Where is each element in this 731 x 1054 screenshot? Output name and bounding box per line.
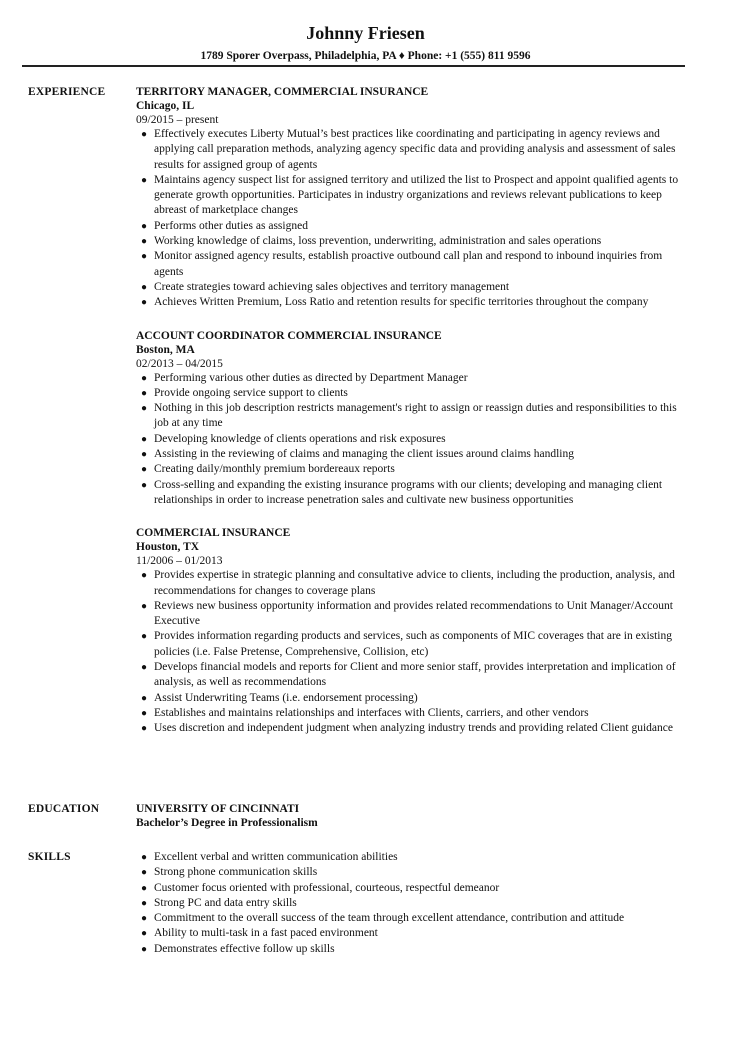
skills-body: [136, 850, 691, 957]
skill-text: Strong phone communication skills: [154, 866, 318, 879]
list-item: [136, 127, 691, 173]
bullet-icon: ●: [141, 600, 148, 612]
education-heading: EDUCATION: [28, 803, 100, 815]
bullet-text: Performing various other duties as directed by Department Manager: [154, 371, 468, 384]
bullet-icon: ●: [141, 852, 148, 863]
bullet-text: Working knowledge of claims, loss prevention, underwriting, administration and sales operations: [154, 235, 602, 248]
list-item: [136, 691, 691, 706]
list-item: [136, 295, 691, 310]
bullet-icon: ●: [141, 433, 148, 445]
list-item: [136, 478, 691, 509]
skills-heading: SKILLS: [28, 851, 71, 863]
job-entry: [136, 85, 691, 311]
header-divider: [22, 65, 685, 67]
list-item: [136, 629, 691, 660]
bullet-icon: ●: [141, 236, 148, 248]
bullet-icon: ●: [141, 479, 148, 491]
list-item: [136, 219, 691, 234]
bullet-text: Provides information regarding products and services, such as components of MIC coverages that are in existing policies (i.e. False Pretense, Comprehensive, Collision, etc): [154, 630, 673, 658]
bullet-icon: ●: [141, 297, 148, 309]
skill-text: Excellent verbal and written communication abilities: [154, 851, 398, 863]
bullet-text: Nothing in this job description restricts management's right to assign or reassign duties and responsibilities to this job at any time: [154, 402, 677, 430]
experience-heading: EXPERIENCE: [28, 86, 106, 98]
bullet-icon: ●: [141, 129, 148, 140]
list-item: [136, 432, 691, 447]
bullet-text: Maintains agency suspect list for assigned territory and utilized the list to Prospect and appoint qualified agents to generate growth opportunities. Participates in industry organizations and reviews relevant publications to keep abreast of marketplace changes: [154, 173, 679, 217]
bullet-text: Uses discretion and independent judgment when analyzing industry trends and providing related Client guidance: [154, 722, 673, 735]
list-item: [136, 721, 691, 736]
bullet-text: Assist Underwriting Teams (i.e. endorsement processing): [154, 691, 418, 704]
job-dates: 02/2013 – 04/2015: [136, 357, 223, 370]
bullet-icon: ●: [141, 281, 148, 293]
list-item: [136, 173, 691, 219]
bullet-icon: ●: [141, 943, 148, 955]
list-item: [136, 926, 691, 941]
bullet-icon: ●: [141, 220, 148, 232]
job-entry: [136, 329, 691, 509]
bullet-icon: ●: [141, 692, 148, 704]
bullet-text: Assisting in the reviewing of claims and managing the client issues around claims handling: [154, 448, 574, 461]
bullet-icon: ●: [141, 372, 148, 384]
bullet-text: Monitor assigned agency results, establish proactive outbound call plan and respond to inbound inquiries from agents: [154, 250, 663, 278]
job-title: TERRITORY MANAGER, COMMERCIAL INSURANCE: [136, 86, 429, 98]
bullet-icon: ●: [141, 867, 148, 879]
bullet-icon: ●: [141, 631, 148, 643]
job-title: ACCOUNT COORDINATOR COMMERCIAL INSURANCE: [136, 329, 442, 342]
resume-header: [0, 0, 731, 64]
school-name: UNIVERSITY OF CINCINNATI: [136, 803, 300, 815]
bullet-icon: ●: [141, 928, 148, 940]
bullet-text: Provides expertise in strategic planning and consultative advice to clients, including the production, analysis, and recommendations for changes to coverage plans: [154, 569, 675, 597]
list-item: [136, 462, 691, 477]
bullet-text: Creating daily/monthly premium bordereaux reports: [154, 463, 395, 476]
bullet-icon: ●: [141, 662, 148, 674]
job-location: Chicago, IL: [136, 100, 195, 112]
list-item: [136, 911, 691, 926]
list-item: [136, 706, 691, 721]
list-item: [136, 234, 691, 249]
list-item: [136, 568, 691, 599]
bullet-icon: ●: [141, 403, 148, 415]
skill-text: Demonstrates effective follow up skills: [154, 942, 335, 955]
list-item: [136, 660, 691, 691]
job-location: Boston, MA: [136, 343, 195, 356]
candidate-name: Johnny Friesen: [306, 23, 425, 43]
list-item: [136, 942, 691, 957]
list-item: [136, 850, 691, 865]
job-bullets: [136, 371, 691, 509]
bullet-icon: ●: [141, 707, 148, 719]
bullet-icon: ●: [141, 449, 148, 461]
bullet-icon: ●: [141, 387, 148, 399]
job-bullets: [136, 568, 691, 736]
contact-info: 1789 Sporer Overpass, Philadelphia, PA ♦ Phone: +1 (555) 811 9596: [200, 50, 531, 62]
bullet-text: Reviews new business opportunity information and provides related recommendations to Unit Manager/Account Executive: [154, 599, 673, 628]
bullet-icon: ●: [141, 251, 148, 263]
list-item: [136, 371, 691, 386]
bullet-icon: ●: [141, 723, 148, 735]
bullet-text: Achieves Written Premium, Loss Ratio and retention results for specific territories throughout the company: [154, 296, 649, 309]
list-item: [136, 447, 691, 462]
list-item: [136, 249, 691, 280]
list-item: [136, 599, 691, 630]
skill-text: Commitment to the overall success of the team through excellent attendance, contribution and attitude: [154, 912, 625, 925]
job-location: Houston, TX: [136, 541, 200, 554]
bullet-icon: ●: [141, 913, 148, 925]
job-dates: 09/2015 – present: [136, 114, 219, 126]
list-item: [136, 386, 691, 401]
bullet-icon: ●: [141, 897, 148, 909]
experience-list: [136, 85, 691, 755]
bullet-icon: ●: [141, 570, 148, 582]
skill-text: Ability to multi-task in a fast paced environment: [154, 927, 378, 940]
skill-text: Strong PC and data entry skills: [154, 896, 297, 909]
list-item: [136, 881, 691, 896]
job-entry: [136, 526, 691, 736]
bullet-text: Developing knowledge of clients operations and risk exposures: [154, 432, 446, 445]
bullet-text: Cross-selling and expanding the existing insurance programs with our clients; developing and managing client relationships in order to increase penetration sales and cultivate new business opportunities: [154, 478, 663, 506]
list-item: [136, 896, 691, 911]
bullet-text: Performs other duties as assigned: [154, 219, 308, 232]
job-dates: 11/2006 – 01/2013: [136, 555, 223, 568]
bullet-text: Provide ongoing service support to clients: [154, 386, 348, 399]
bullet-icon: ●: [141, 174, 148, 186]
skills-list: [136, 850, 691, 957]
bullet-text: Develops financial models and reports for Client and more senior staff, provides interpretation and implication of analysis, as well as recommendations: [154, 661, 676, 689]
bullet-text: Create strategies toward achieving sales objectives and territory management: [154, 280, 510, 293]
job-title: COMMERCIAL INSURANCE: [136, 527, 291, 540]
list-item: [136, 401, 691, 432]
job-bullets: [136, 127, 691, 311]
bullet-text: Establishes and maintains relationships and interfaces with Clients, carriers, and other vendors: [154, 706, 589, 719]
list-item: [136, 280, 691, 295]
education-body: [136, 802, 691, 831]
bullet-icon: ●: [141, 464, 148, 476]
skill-text: Customer focus oriented with professional, courteous, respectful demeanor: [154, 881, 500, 894]
bullet-icon: ●: [141, 882, 148, 894]
list-item: [136, 865, 691, 880]
bullet-text: Effectively executes Liberty Mutual’s best practices like coordinating and participating in agency reviews and applying call preparation methods, analyzing agency specific data and providing analysis and assessment of sales results for assigned group of agents: [154, 128, 676, 171]
degree-name: Bachelor’s Degree in Professionalism: [136, 817, 318, 829]
